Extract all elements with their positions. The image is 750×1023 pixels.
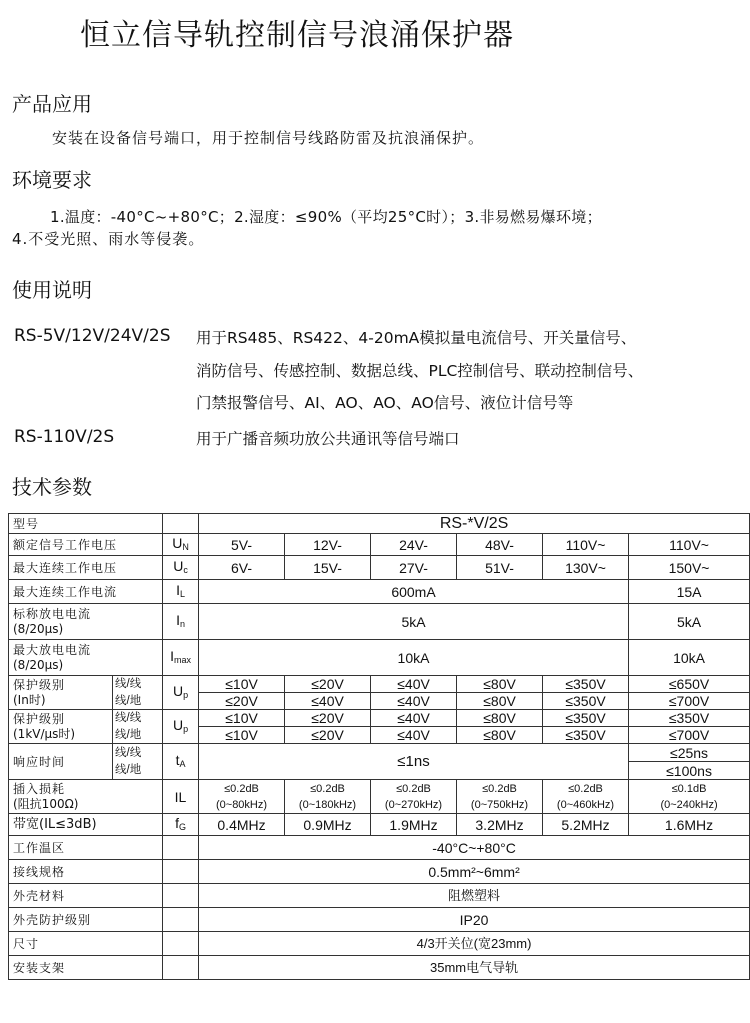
wire-sym (163, 860, 199, 884)
protect-in-r2-4: ≤80V (457, 693, 543, 710)
protect-1kv-r2-2: ≤20V (285, 727, 371, 744)
protect-1kv-r1-6: ≤350V (629, 710, 750, 727)
shell-value: 阻燃塑料 (199, 884, 750, 908)
protect-1kv-r1-3: ≤40V (371, 710, 457, 727)
row-rated-voltage (9, 534, 750, 556)
environment-line-2: 4.不受光照、雨水等侵袭。 (12, 230, 205, 248)
usage-line-3: 门禁报警信号、AI、AO、AO、AO信号、液位计信号等 (196, 394, 574, 412)
row-mount (9, 956, 750, 980)
rated-voltage-3: 24V- (371, 534, 457, 556)
mount-value: 35mm电气导轨 (199, 956, 750, 980)
response-last-2: ≤100ns (629, 762, 750, 780)
max-cont-current-main: 600mA (199, 580, 629, 604)
section-heading-usage: 使用说明 (12, 278, 92, 302)
nominal-discharge-sym: $I_n$ (163, 604, 199, 640)
section-heading-tech: 技术参数 (12, 475, 92, 499)
bandwidth-5: 5.2MHz (543, 814, 629, 836)
protect-in-r1-5: ≤350V (543, 676, 629, 693)
protect-in-r2-5: ≤350V (543, 693, 629, 710)
mount-label: 安装支架 (9, 956, 163, 980)
nominal-discharge-label: 标称放电电流 (8/20μs) (9, 604, 163, 640)
response-sym: $t_A$ (163, 744, 199, 780)
max-cont-current-sym: $I_L$ (163, 580, 199, 604)
max-cont-current-last: 15A (629, 580, 750, 604)
page-title: 恒立信导轨控制信号浪涌保护器 (80, 18, 514, 53)
protect-in-r1-2: ≤20V (285, 676, 371, 693)
max-discharge-label: 最大放电电流 (8/20μs) (9, 640, 163, 676)
usage-line-2: 消防信号、传感控制、数据总线、PLC控制信号、联动控制信号、 (196, 362, 644, 380)
response-sub-2: 线/地 (113, 762, 163, 780)
protect-1kv-r2-4: ≤80V (457, 727, 543, 744)
ip-sym (163, 908, 199, 932)
bandwidth-3: 1.9MHz (371, 814, 457, 836)
protect-1kv-r1-5: ≤350V (543, 710, 629, 727)
row-shell (9, 884, 750, 908)
bandwidth-2: 0.9MHz (285, 814, 371, 836)
row-response-1 (9, 744, 750, 762)
row-protect-in-1 (9, 676, 750, 693)
max-discharge-main: 10kA (199, 640, 629, 676)
nominal-discharge-last: 5kA (629, 604, 750, 640)
protect-1kv-r1-1: ≤10V (199, 710, 285, 727)
max-cont-voltage-3: 27V- (371, 556, 457, 580)
insertion-6: ≤0.1dB (0~240kHz) (629, 780, 750, 814)
insertion-1: ≤0.2dB (0~80kHz) (199, 780, 285, 814)
max-cont-voltage-6: 150V~ (629, 556, 750, 580)
usage-model-2: RS-110V/2S (14, 427, 115, 447)
insertion-5: ≤0.2dB (0~460kHz) (543, 780, 629, 814)
rated-voltage-4: 48V- (457, 534, 543, 556)
rated-voltage-label: 额定信号工作电压 (9, 534, 163, 556)
usage-line-4: 用于广播音频功放公共通讯等信号端口 (196, 430, 460, 448)
rated-voltage-5: 110V~ (543, 534, 629, 556)
response-sub-1: 线/线 (113, 744, 163, 762)
row-ip (9, 908, 750, 932)
max-cont-voltage-4: 51V- (457, 556, 543, 580)
usage-model-1: RS-5V/12V/24V/2S (14, 326, 171, 346)
ip-value: IP20 (199, 908, 750, 932)
ip-label: 外壳防护级别 (9, 908, 163, 932)
protect-1kv-sub-1: 线/线 (113, 710, 163, 727)
shell-label: 外壳材料 (9, 884, 163, 908)
row-max-cont-voltage (9, 556, 750, 580)
protect-1kv-sub-2: 线/地 (113, 727, 163, 744)
mount-sym (163, 956, 199, 980)
shell-sym (163, 884, 199, 908)
wire-value: 0.5mm²~6mm² (199, 860, 750, 884)
size-label: 尺寸 (9, 932, 163, 956)
nominal-discharge-main: 5kA (199, 604, 629, 640)
max-cont-voltage-label: 最大连续工作电压 (9, 556, 163, 580)
protect-in-r1-3: ≤40V (371, 676, 457, 693)
insertion-2: ≤0.2dB (0~180kHz) (285, 780, 371, 814)
protect-1kv-r2-6: ≤700V (629, 727, 750, 744)
protect-in-r2-2: ≤40V (285, 693, 371, 710)
environment-line-1: 1.温度：-40°C~+80°C；2.湿度：≤90%（平均25°C时）；3.非易燃易爆环境； (50, 208, 602, 226)
response-main: ≤1ns (199, 744, 629, 780)
protect-1kv-r1-4: ≤80V (457, 710, 543, 727)
max-cont-voltage-1: 6V- (199, 556, 285, 580)
rated-voltage-2: 12V- (285, 534, 371, 556)
temp-value: -40°C~+80°C (199, 836, 750, 860)
bandwidth-label: 带宽(IL≤3dB) (9, 814, 163, 836)
row-temp (9, 836, 750, 860)
wire-label: 接线规格 (9, 860, 163, 884)
row-protect-1kv-2 (9, 727, 750, 744)
bandwidth-sym: $f_G$ (163, 814, 199, 836)
max-cont-current-label: 最大连续工作电流 (9, 580, 163, 604)
protect-in-r2-1: ≤20V (199, 693, 285, 710)
response-label: 响应时间 (9, 744, 113, 780)
protect-1kv-r2-3: ≤40V (371, 727, 457, 744)
size-value: 4/3开关位(宽23mm) (199, 932, 750, 956)
protect-in-r1-4: ≤80V (457, 676, 543, 693)
row-insertion (9, 780, 750, 814)
row-model (9, 514, 750, 534)
protect-in-sub-1: 线/线 (113, 676, 163, 693)
response-last-1: ≤25ns (629, 744, 750, 762)
application-text: 安装在设备信号端口，用于控制信号线路防雷及抗浪涌保护。 (52, 129, 485, 147)
bandwidth-1: 0.4MHz (199, 814, 285, 836)
bandwidth-6: 1.6MHz (629, 814, 750, 836)
protect-in-r1-6: ≤650V (629, 676, 750, 693)
row-nominal-discharge (9, 604, 750, 640)
model-label: 型号 (9, 514, 163, 534)
max-cont-voltage-5: 130V~ (543, 556, 629, 580)
protect-in-r2-6: ≤700V (629, 693, 750, 710)
section-heading-environment: 环境要求 (12, 168, 92, 192)
rated-voltage-sym: $U_N$ (163, 534, 199, 556)
row-max-discharge (9, 640, 750, 676)
row-bandwidth (9, 814, 750, 836)
row-protect-1kv-1 (9, 710, 750, 727)
max-cont-voltage-sym: $U_c$ (163, 556, 199, 580)
insertion-3: ≤0.2dB (0~270kHz) (371, 780, 457, 814)
row-wire (9, 860, 750, 884)
row-size (9, 932, 750, 956)
temp-sym (163, 836, 199, 860)
max-discharge-sym: $I_{max}$ (163, 640, 199, 676)
protect-1kv-sym: $U_p$ (163, 710, 199, 744)
bandwidth-4: 3.2MHz (457, 814, 543, 836)
size-sym (163, 932, 199, 956)
spec-table (8, 513, 750, 980)
section-heading-application: 产品应用 (12, 92, 92, 116)
insertion-label: 插入损耗 (阻抗100Ω) (9, 780, 163, 814)
protect-in-sym: $U_p$ (163, 676, 199, 710)
protect-in-label: 保护级别 (In时) (9, 676, 113, 710)
model-sym (163, 514, 199, 534)
max-cont-voltage-2: 15V- (285, 556, 371, 580)
protect-1kv-r1-2: ≤20V (285, 710, 371, 727)
row-max-cont-current (9, 580, 750, 604)
protect-in-r1-1: ≤10V (199, 676, 285, 693)
insertion-sym: IL (163, 780, 199, 814)
protect-in-r2-3: ≤40V (371, 693, 457, 710)
insertion-4: ≤0.2dB (0~750kHz) (457, 780, 543, 814)
protect-1kv-label: 保护级别 (1kV/μs时) (9, 710, 113, 744)
usage-line-1: 用于RS485、RS422、4-20mA模拟量电流信号、开关量信号、 (196, 329, 637, 347)
row-protect-in-2 (9, 693, 750, 710)
protect-1kv-r2-1: ≤10V (199, 727, 285, 744)
rated-voltage-6: 110V~ (629, 534, 750, 556)
protect-in-sub-2: 线/地 (113, 693, 163, 710)
model-value: RS-*V/2S (199, 514, 750, 534)
protect-1kv-r2-5: ≤350V (543, 727, 629, 744)
temp-label: 工作温区 (9, 836, 163, 860)
rated-voltage-1: 5V- (199, 534, 285, 556)
max-discharge-last: 10kA (629, 640, 750, 676)
